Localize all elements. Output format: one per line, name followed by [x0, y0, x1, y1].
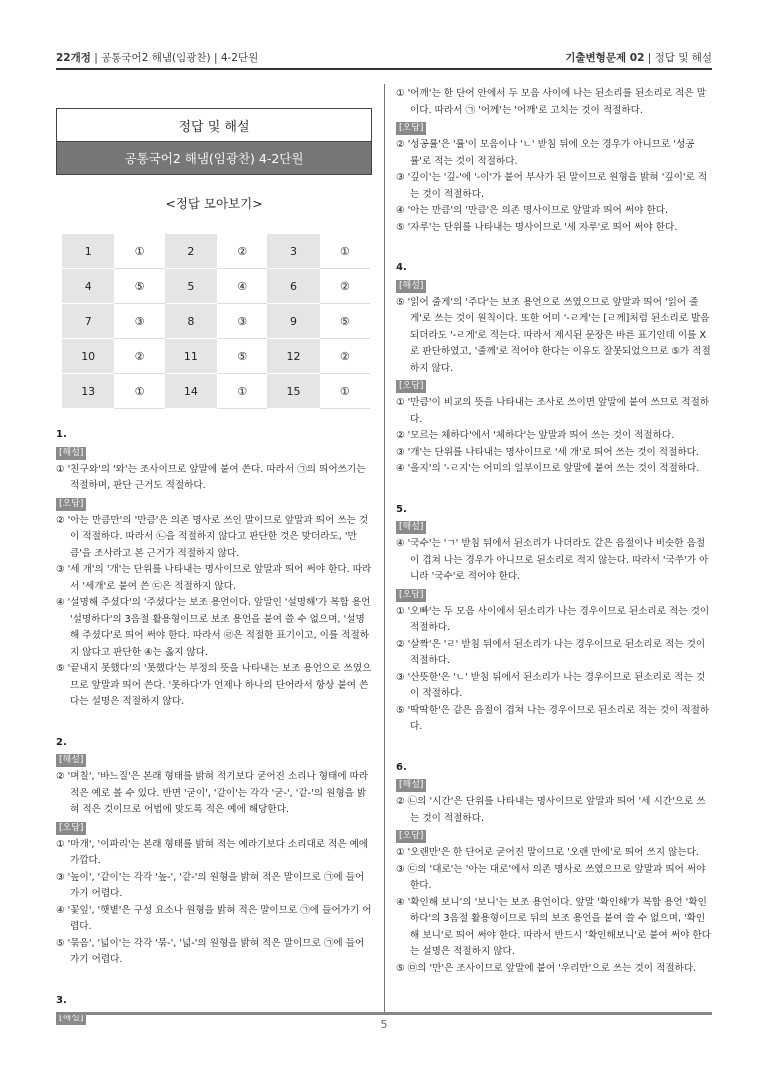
- wrong-answer-item: ② '살짝'은 'ㄹ' 받침 뒤에서 된소리가 나는 경우이므로 된소리로 적는 것이 적절하다.: [396, 638, 706, 666]
- page-number: 5: [380, 1018, 388, 1031]
- question-block-3-cont: [396, 86, 714, 236]
- answer-choice-cell: ②: [320, 269, 370, 304]
- explanation-item: ② ㉡의 '시간'은 단위를 나타내는 명사이므로 앞말과 띄어 '세 시간'으로 쓰는 것이 적절하다.: [396, 796, 706, 824]
- header-edition: 22개정: [56, 52, 91, 64]
- left-column: [56, 417, 372, 1027]
- odap-tag: [오답]: [56, 822, 86, 835]
- question-number-cell: 10: [62, 339, 114, 374]
- wrong-answer-item: ④ '올지'의 '-ㄹ지'는 어미의 일부이므로 앞말에 붙여 쓰는 것이 적절하다.: [396, 463, 700, 474]
- answer-choice-cell: ②: [320, 339, 370, 374]
- answer-choice-cell: ④: [217, 269, 267, 304]
- explanation-item: ① '친구와'의 '와'는 조사이므로 앞말에 붙여 쓴다. 따라서 ㉠의 띄어쓰기는 적절하며, 판단 근거도 적절하다.: [56, 463, 366, 491]
- wrong-answer-item: ④ '확인해 보니'의 '보니'는 보조 용언이다. 앞말 '확인해'가 복합 용언 '확인하다'의 3음절 활용형이므로 뒤의 보조 용언을 붙여 쓸 수 없으며, '확인해 보니'로 띄어 써야 한다. 따라서 반드시 '확인해보니'로 붙여 써야 한다는 설명은 적절하지 않다.: [396, 896, 711, 957]
- haeseol-tag: [해설]: [396, 779, 426, 792]
- answer-choice-cell: ⑤: [217, 339, 267, 374]
- wrong-answer-item: ③ '개'는 단위를 나타내는 명사이므로 '세 개'로 띄어 쓰는 것이 적절하다.: [396, 446, 699, 458]
- question-block-1: [56, 427, 372, 711]
- question-number-cell: 12: [267, 339, 319, 374]
- answer-choice-cell: ①: [114, 234, 164, 269]
- question-number: 6.: [396, 761, 407, 773]
- answer-choice-cell: ⑤: [320, 304, 370, 339]
- wrong-answer-item: ⑤ '딱딱한'은 같은 음절이 겹쳐 나는 경우이므로 된소리로 적는 것이 적절하다.: [396, 704, 710, 732]
- question-number: 3.: [56, 994, 67, 1006]
- title-box: [56, 108, 372, 175]
- wrong-answer-item: ① '만큼'이 비교의 뜻을 나타내는 조사로 쓰이면 앞말에 붙여 쓰므로 적절하다.: [396, 397, 710, 425]
- odap-tag: [오답]: [396, 589, 426, 602]
- answer-choice-cell: ①: [217, 374, 267, 409]
- answer-choice-cell: ③: [217, 304, 267, 339]
- header-course: | 공통국어2 해냄(임광찬) | 4-2단원: [90, 52, 259, 64]
- haeseol-tag: [해설]: [396, 521, 426, 534]
- question-block-6: [396, 760, 714, 978]
- question-number-cell: 9: [267, 304, 319, 339]
- wrong-answer-item: ③ '세 개'의 '개'는 단위를 나타내는 명사이므로 앞말과 띄어 써야 한다. 따라서 '세개'로 붙여 쓴 ㉢은 적절하지 않다.: [56, 564, 372, 592]
- footer-rule: [56, 1012, 712, 1015]
- question-block-2: [56, 735, 372, 969]
- explanation-item: ⑤ '읽어 줄게'의 '주다'는 보조 용언으로 쓰였으므로 앞말과 띄어 '읽어 줄게'로 쓰는 것이 원칙이다. 또한 어미 '-ㄹ게'는 [ㄹ께]처럼 된소리로 발음되더라도 '-ㄹ게'로 적는다. 따라서 제시된 문장은 바른 표기인데 이를 X로 판단하였고, '줄께'로 적어야 한다는 이유도 잘못되었으므로 ⑤가 적절하지 않다.: [396, 296, 711, 374]
- answer-row: [62, 234, 370, 269]
- title-line-2: 공통국어2 해냄(임광찬) 4-2단원: [56, 142, 372, 175]
- question-number: 1.: [56, 429, 67, 440]
- wrong-answer-item: ⑤ '묶음', '넓이'는 각각 '묶-', '넓-'의 원형을 밝혀 적은 말이므로 ㉠에 들어가기 어렵다.: [56, 937, 365, 965]
- question-number-cell: 4: [62, 269, 114, 304]
- answer-row: [62, 304, 370, 339]
- question-number: 4.: [396, 262, 407, 273]
- page-header: [56, 50, 712, 68]
- wrong-answer-item: ① '마개', '이파리'는 본래 형태를 밝혀 적는 예라기보다 소리대로 적은 예에 가깝다.: [56, 838, 369, 866]
- wrong-answer-item: ③ '산뜻한'은 'ㄴ' 받침 뒤에서 된소리가 나는 경우이므로 된소리로 적는 것이 적절하다.: [396, 671, 706, 699]
- haeseol-tag: [해설]: [396, 280, 426, 293]
- wrong-answer-item: ⑤ '자루'는 단위를 나타내는 명사이므로 '세 자루'로 띄어 써야 한다.: [396, 221, 678, 233]
- odap-tag: [오답]: [396, 122, 426, 135]
- question-number: 2.: [56, 736, 67, 748]
- question-number-cell: 5: [165, 269, 217, 304]
- answer-choice-cell: ①: [114, 374, 164, 409]
- wrong-answer-item: ② '성공률'은 '률'이 모음이나 'ㄴ' 받침 뒤에 오는 경우가 아니므로 '성공률'로 적는 것이 적절하다.: [396, 139, 695, 167]
- haeseol-tag: [해설]: [56, 1012, 86, 1025]
- wrong-answer-item: ② '아는 만큼만'의 '만큼'은 의존 명사로 쓰인 말이므로 앞말과 띄어 쓰는 것이 적절하다. 따라서 ㉡을 적절하지 않다고 판단한 것은 맞더라도, '만큼'을 조사라고 본 근거가 적절하지 않다.: [56, 514, 369, 559]
- wrong-answer-item: ③ '높이', '같이'는 각각 '높-', '같-'의 원형을 밝혀 적은 말이므로 ㉠에 들어가기 어렵다.: [56, 871, 365, 899]
- header-rule: [56, 68, 712, 70]
- header-exam-title: 기출변형문제 02: [565, 52, 645, 64]
- haeseol-tag: [해설]: [56, 754, 86, 767]
- header-right: [565, 50, 712, 65]
- question-number-cell: 15: [267, 374, 319, 409]
- odap-tag: [오답]: [56, 498, 86, 511]
- question-number-cell: 8: [165, 304, 217, 339]
- answer-choice-cell: ①: [320, 374, 370, 409]
- answer-row: [62, 339, 370, 374]
- odap-tag: [오답]: [396, 380, 426, 393]
- wrong-answer-item: ① '오빠'는 두 모음 사이에서 된소리가 나는 경우이므로 된소리로 적는 것이 적절하다.: [396, 605, 710, 633]
- odap-tag: [오답]: [396, 830, 426, 843]
- question-block-5: [396, 502, 714, 736]
- header-left: [56, 50, 258, 65]
- wrong-answer-item: ⑤ ㉤의 '만'은 조사이므로 앞말에 붙여 '우리만'으로 쓰는 것이 적절하다.: [396, 962, 697, 974]
- question-number-cell: 1: [62, 234, 114, 269]
- answer-choice-cell: ②: [217, 234, 267, 269]
- answer-choice-cell: ⑤: [114, 269, 164, 304]
- explanation-item: ④ '국수'는 'ㄱ' 받침 뒤에서 된소리가 나더라도 같은 음절이나 비슷한 음절이 겹쳐 나는 경우가 아니므로 된소리로 적지 않는다. 따라서 '국쑤'가 아니라 '국수'로 적어야 한다.: [396, 538, 709, 582]
- title-line-1: 정답 및 해설: [56, 108, 372, 142]
- wrong-answer-item: ① '오랜만'은 한 단어로 굳어진 말이므로 '오랜 만에'로 띄어 쓰지 않는다.: [396, 847, 699, 858]
- wrong-answer-item: ⑤ '끝내지 못했다'의 '못했다'는 부정의 뜻을 나타내는 보조 용언으로 쓰였으므로 앞말과 띄어 쓴다. '못하다'가 언제나 하나의 단어라서 항상 붙여 쓴다는 설명은 적절하지 않다.: [56, 663, 372, 707]
- question-number-cell: 3: [267, 234, 319, 269]
- question-number-cell: 2: [165, 234, 217, 269]
- right-column: [396, 86, 714, 977]
- question-number-cell: 14: [165, 374, 217, 409]
- column-divider: [384, 84, 385, 1012]
- wrong-answer-item: ④ '꽃잎', '햇볕'은 구성 요소나 원형을 밝혀 적은 말이므로 ㉠에 들어가기 어렵다.: [56, 904, 372, 932]
- question-number-cell: 6: [267, 269, 319, 304]
- question-number: 5.: [396, 503, 407, 515]
- question-block-4: [396, 260, 714, 478]
- wrong-answer-item: ④ '아는 만큼'의 '만큼'은 의존 명사이므로 앞말과 띄어 써야 한다.: [396, 205, 669, 216]
- wrong-answer-item: ④ '설명해 주셨다'의 '주셨다'는 보조 용언이다. 앞말인 '설명해'가 복합 용언 '설명하다'의 3음절 활용형이므로 보조 용언을 붙여 쓸 수 없으며, '설명해 주셨다'로 띄어 써야 한다. 따라서 ㉣은 적절한 표기이고, 이를 적절하지 않다고 판단한 ④는 옳지 않다.: [56, 597, 371, 658]
- wrong-answer-item: ② '모르는 체하다'에서 '체하다'는 앞말과 띄어 쓰는 것이 적절하다.: [396, 430, 675, 441]
- question-number-cell: 7: [62, 304, 114, 339]
- answer-choice-cell: ①: [320, 234, 370, 269]
- answer-choice-cell: ②: [114, 339, 164, 374]
- wrong-answer-item: ③ '깊이'는 '깊-'에 '-이'가 붙어 부사가 된 말이므로 원형을 밝혀 '깊이'로 적는 것이 적절하다.: [396, 172, 708, 200]
- answer-table: [62, 234, 370, 409]
- answer-row: [62, 269, 370, 304]
- question-number-cell: 13: [62, 374, 114, 409]
- wrong-answer-item: ③ ㉢의 '대로'는 '아는 대로'에서 의존 명사로 쓰였으므로 앞말과 띄어 써야 한다.: [396, 863, 706, 891]
- explanation-item: ① '어깨'는 한 단어 안에서 두 모음 사이에 나는 된소리를 된소리로 적은 말이다. 따라서 ㉠ '어께'는 '어깨'로 고치는 것이 적절하다.: [396, 88, 706, 116]
- question-number-cell: 11: [165, 339, 217, 374]
- answer-summary-heading: <정답 모아보기>: [165, 196, 263, 211]
- header-section: | 정답 및 해설: [644, 52, 712, 64]
- answer-choice-cell: ③: [114, 304, 164, 339]
- explanation-item: ② '며칠', '바느질'은 본래 형태를 밝혀 적기보다 굳어진 소리나 형태에 따라 적은 예로 볼 수 있다. 반면 '굳이', '같이'는 각각 '굳-', '같-'의 원형을 밝혀 적은 것이므로 어법에 맞도록 적은 예에 해당한다.: [56, 771, 369, 815]
- haeseol-tag: [해설]: [56, 447, 86, 460]
- answer-row: [62, 374, 370, 409]
